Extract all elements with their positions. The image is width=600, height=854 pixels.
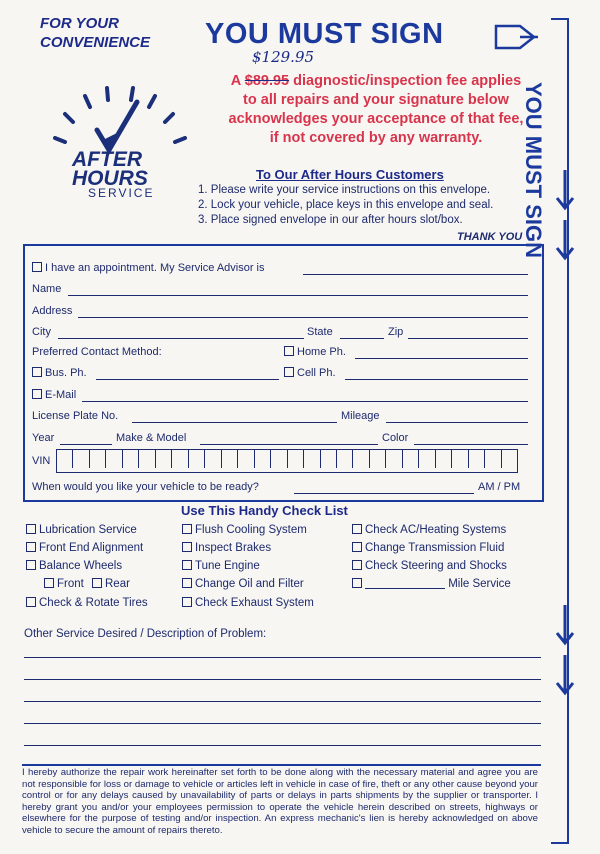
checkbox[interactable]: [26, 597, 36, 607]
check-label: Rear: [105, 578, 130, 590]
city-field[interactable]: [58, 338, 304, 339]
check-exhaust[interactable]: [182, 597, 314, 609]
checkbox[interactable]: [284, 367, 294, 377]
year-label: Year: [32, 432, 55, 444]
mileage-label: Mileage: [341, 410, 380, 422]
checkbox[interactable]: [32, 367, 42, 377]
vin-box[interactable]: [320, 450, 336, 468]
check-rear[interactable]: [92, 578, 130, 590]
name-label: Name: [32, 283, 62, 295]
description-line[interactable]: [24, 723, 541, 724]
bus-phone-checkbox[interactable]: [32, 367, 87, 379]
page-title: YOU MUST SIGN: [205, 18, 444, 50]
logo-text: [72, 150, 148, 188]
logo-line2: HOURS: [72, 167, 148, 190]
check-rotate-tires[interactable]: [26, 597, 148, 609]
checkbox[interactable]: [352, 560, 362, 570]
license-label: License Plate No.: [32, 410, 119, 422]
checkbox[interactable]: [352, 578, 362, 588]
vin-box[interactable]: [435, 450, 451, 468]
state-label: State: [307, 326, 333, 338]
checkbox[interactable]: [32, 389, 42, 399]
check-brakes[interactable]: [182, 542, 271, 554]
appointment-label: I have an appointment. My Service Advisor is: [45, 262, 265, 274]
vin-box[interactable]: [418, 450, 434, 468]
mile-field[interactable]: [365, 588, 445, 589]
convenience-heading: [40, 14, 150, 52]
check-label: Mile Service: [448, 578, 511, 590]
vin-box[interactable]: [105, 450, 121, 468]
make-model-label: Make & Model: [116, 432, 187, 444]
preferred-label: Preferred Contact Method:: [32, 346, 162, 358]
bus-phone-label: Bus. Ph.: [45, 367, 87, 379]
instruction-steps: [198, 183, 493, 228]
check-balance[interactable]: [26, 560, 122, 572]
step-2: 2. Lock your vehicle, place keys in this envelope and seal.: [198, 199, 494, 211]
checklist-heading: Use This Handy Check List: [181, 503, 348, 518]
step-3: 3. Place signed envelope in our after hours slot/box.: [198, 214, 463, 226]
check-steering[interactable]: [352, 560, 507, 572]
cell-phone-label: Cell Ph.: [297, 367, 336, 379]
vin-box[interactable]: [402, 450, 418, 468]
vin-box[interactable]: [369, 450, 385, 468]
check-label: Check Exhaust System: [195, 597, 314, 609]
check-ac-heating[interactable]: [352, 524, 506, 536]
fee-line3: acknowledges your acceptance of that fee,: [228, 111, 524, 127]
fee-notice: [196, 72, 556, 148]
ready-field[interactable]: [294, 493, 474, 494]
make-model-field[interactable]: [200, 444, 378, 445]
fee-line1: diagnostic/inspection fee applies: [293, 73, 522, 89]
year-field[interactable]: [60, 444, 112, 445]
ampm-label: AM / PM: [478, 481, 521, 493]
ready-label: When would you like your vehicle to be ready?: [32, 481, 259, 493]
arrow-right-icon: [494, 22, 538, 52]
address-label: Address: [32, 305, 73, 317]
vin-box[interactable]: [155, 450, 171, 468]
cell-phone-field[interactable]: [345, 379, 528, 380]
vin-box[interactable]: [501, 450, 517, 468]
disclaimer-text: I hereby authorize the repair work hereinafter set forth to be done along with the necessary material and agree you are not responsible for loss or damage to vehicle or articles left in vehicle in case of fire, theft or any other cause beyond your control or for any delays caused by unavailability of parts or delays in parts shipments by the supplier or transporter. I hereby grant you and/or your employees permission to operate the vehicle herein described on streets, highways or elsewhere for the purpose of testing and/or inspection. An express mechanic's lien is hereby acknowledged on above vehicle to secure the amount of repairs thereto.: [22, 767, 538, 836]
vin-box[interactable]: [57, 450, 72, 468]
vin-box[interactable]: [352, 450, 368, 468]
check-label: Tune Engine: [195, 560, 260, 572]
description-line[interactable]: [24, 657, 541, 658]
check-tune-engine[interactable]: [182, 560, 260, 572]
checkbox[interactable]: [26, 542, 36, 552]
email-field[interactable]: [82, 401, 528, 402]
check-mile-service[interactable]: [352, 578, 511, 590]
vin-label: VIN: [32, 455, 51, 467]
check-flush-cooling[interactable]: [182, 524, 307, 536]
logo-line1: AFTER: [72, 148, 142, 171]
checkbox[interactable]: [352, 524, 362, 534]
vin-box[interactable]: [336, 450, 352, 468]
cell-phone-checkbox[interactable]: [284, 367, 336, 379]
fee-line4: if not covered by any warranty.: [269, 130, 483, 146]
vin-box[interactable]: [484, 450, 500, 468]
city-label: City: [32, 326, 51, 338]
address-field[interactable]: [78, 317, 528, 318]
checkbox[interactable]: [284, 346, 294, 356]
mileage-field[interactable]: [386, 422, 528, 423]
fee-crossed: $89.95: [244, 73, 290, 89]
vin-box[interactable]: [468, 450, 484, 468]
advisor-field[interactable]: [303, 274, 528, 275]
check-label: Change Oil and Filter: [195, 578, 304, 590]
check-label: Inspect Brakes: [195, 542, 272, 554]
color-label: Color: [382, 432, 409, 444]
check-label: Balance Wheels: [39, 560, 123, 572]
check-label: Flush Cooling System: [195, 524, 307, 536]
vin-box[interactable]: [204, 450, 220, 468]
home-phone-label: Home Ph.: [297, 346, 346, 358]
check-label: Check Steering and Shocks: [365, 560, 507, 572]
checkbox[interactable]: [182, 524, 192, 534]
name-field[interactable]: [68, 295, 528, 296]
home-phone-checkbox[interactable]: [284, 346, 346, 358]
checkbox[interactable]: [92, 578, 102, 588]
check-label: Check & Rotate Tires: [39, 597, 148, 609]
color-field[interactable]: [414, 444, 528, 445]
checkbox[interactable]: [32, 262, 42, 272]
vin-box[interactable]: [237, 450, 253, 468]
check-label: Check AC/Heating Systems: [365, 524, 507, 536]
vin-box[interactable]: [89, 450, 105, 468]
description-line[interactable]: [24, 679, 541, 680]
check-lubrication[interactable]: [26, 524, 137, 536]
logo-line3: SERVICE: [88, 186, 155, 200]
checkbox[interactable]: [182, 578, 192, 588]
bus-phone-field[interactable]: [96, 379, 279, 380]
check-alignment[interactable]: [26, 542, 143, 554]
convenience-line1: FOR YOUR: [40, 15, 119, 32]
check-front[interactable]: [44, 578, 84, 590]
checkbox[interactable]: [182, 597, 192, 607]
checkbox[interactable]: [182, 542, 192, 552]
check-label: Front End Alignment: [39, 542, 144, 554]
check-transmission[interactable]: [352, 542, 504, 554]
checkbox[interactable]: [352, 542, 362, 552]
checkbox[interactable]: [44, 578, 54, 588]
vin-box[interactable]: [303, 450, 319, 468]
check-label: Lubrication Service: [39, 524, 137, 536]
check-oil-filter[interactable]: [182, 578, 304, 590]
vin-box[interactable]: [138, 450, 154, 468]
vin-box[interactable]: [221, 450, 237, 468]
svg-text:YOU MUST SIGN: YOU MUST SIGN: [521, 81, 546, 259]
handwritten-fee: $129.95: [252, 48, 315, 66]
other-service-label: Other Service Desired / Description of Problem:: [24, 628, 267, 640]
side-label: [521, 81, 578, 560]
appointment-checkbox[interactable]: [32, 262, 265, 274]
checkbox[interactable]: [26, 560, 36, 570]
home-phone-field[interactable]: [355, 358, 528, 359]
vin-box[interactable]: [188, 450, 204, 468]
description-line[interactable]: [24, 745, 541, 746]
fee-line2: to all repairs and your signature below: [243, 92, 509, 108]
email-label: E-Mail: [45, 389, 77, 401]
checkbox[interactable]: [26, 524, 36, 534]
convenience-line2: CONVENIENCE: [40, 34, 151, 51]
vin-box[interactable]: [385, 450, 401, 468]
check-label: Front: [57, 578, 84, 590]
thank-you: THANK YOU: [457, 231, 523, 243]
zip-label: Zip: [388, 326, 404, 338]
vin-box[interactable]: [451, 450, 467, 468]
vin-box[interactable]: [122, 450, 138, 468]
fee-prefix: A: [230, 73, 241, 89]
vin-box[interactable]: [254, 450, 270, 468]
description-line[interactable]: [24, 701, 541, 702]
vin-box[interactable]: [270, 450, 286, 468]
checkbox[interactable]: [182, 560, 192, 570]
email-checkbox[interactable]: [32, 389, 76, 401]
step-1: 1. Please write your service instructions on this envelope.: [198, 184, 491, 196]
state-field[interactable]: [340, 338, 384, 339]
instructions-heading: To Our After Hours Customers: [256, 167, 444, 182]
vin-box[interactable]: [287, 450, 303, 468]
license-field[interactable]: [132, 422, 337, 423]
zip-field[interactable]: [408, 338, 528, 339]
vin-field[interactable]: [56, 449, 518, 473]
check-label: Change Transmission Fluid: [365, 542, 505, 554]
vin-box[interactable]: [72, 450, 88, 468]
vin-box[interactable]: [171, 450, 187, 468]
